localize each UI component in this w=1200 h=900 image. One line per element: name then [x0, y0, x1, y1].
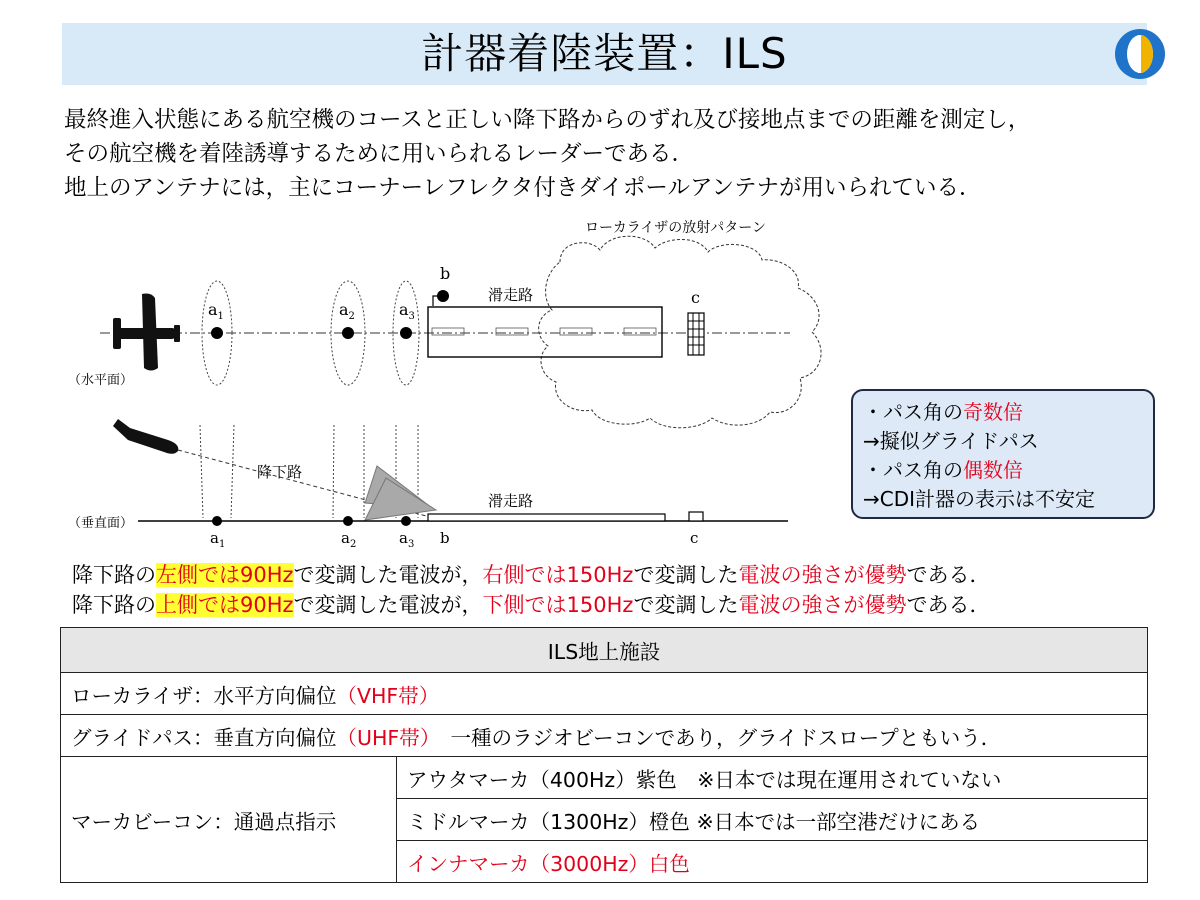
- runway-side: [428, 514, 665, 521]
- table-header: ILS地上施設: [61, 628, 1148, 673]
- ils-diagram: [0, 210, 850, 550]
- table-row: [61, 757, 1148, 799]
- table-row: [61, 628, 1148, 673]
- intro-line: 地上のアンテナには，主にコーナーレフレクタ付きダイポールアンテナが用いられている．: [64, 175, 982, 201]
- marker-dot-a2: [342, 327, 354, 339]
- callout-line: →擬似グライドパス: [863, 429, 1039, 453]
- callout-box: [851, 389, 1155, 519]
- callout-line: ・パス角の奇数倍: [863, 400, 1023, 424]
- glide-path-label: 降下路: [257, 463, 303, 481]
- horizontal-plane-label: （水平面）: [68, 373, 134, 388]
- runway-label-top: 滑走路: [488, 286, 534, 304]
- localizer-pattern: [539, 236, 821, 428]
- modulation-line: 降下路の左側では90Hzで変調した電波が，右側では150Hzで変調した電波の強さが優勢である．: [72, 563, 991, 587]
- localizer-antenna: [688, 313, 704, 355]
- table-cell-outer-marker: アウタマーカ（400Hz）紫色 ※日本では現在運用されていない: [397, 757, 1148, 799]
- callout-line: ・パス角の偶数倍: [863, 458, 1023, 482]
- ils-facilities-table: [60, 627, 1148, 883]
- modulation-line: 降下路の上側では90Hzで変調した電波が，下側では150Hzで変調した電波の強さが優勢である．: [72, 593, 991, 617]
- modulation-text: [72, 560, 1172, 620]
- pattern-label: ローカライザの放射パターン: [585, 220, 767, 236]
- table-cell-middle-marker: ミドルマーカ（1300Hz）橙色 ※日本では一部空港だけにある: [397, 799, 1148, 841]
- glidepath-antenna-dot: [437, 290, 449, 302]
- logo-icon: [1113, 27, 1167, 81]
- page-title: 計器着陸装置：ILS: [421, 29, 788, 78]
- marker-b-label: b: [440, 264, 451, 283]
- marker-c-label: c: [690, 529, 699, 547]
- runway-label-side: 滑走路: [488, 492, 534, 510]
- table-cell-localizer: ローカライザ：水平方向偏位（VHF帯）: [61, 673, 1148, 715]
- vertical-plane-label: （垂直面）: [68, 516, 134, 531]
- airplane-top-icon: [113, 294, 180, 371]
- marker-label: $a_2$: [339, 300, 355, 322]
- marker-dot-a1: [211, 327, 223, 339]
- marker-c-label: c: [691, 288, 700, 307]
- callout-line: →CDI計器の表示は不安定: [863, 487, 1096, 511]
- intro-line: 最終進入状態にある航空機のコースと正しい降下路からのずれ及び接地点までの距離を測定し，: [64, 107, 1031, 133]
- title-bar: [62, 23, 1147, 85]
- airplane-side-icon: [113, 419, 178, 454]
- intro-line: その航空機を着陸誘導するために用いられるレーダーである．: [64, 141, 695, 167]
- table-cell-marker-beacon: マーカビーコン：通過点指示: [61, 757, 397, 883]
- intro-text: [64, 103, 1174, 205]
- table-row: [61, 715, 1148, 757]
- marker-label: $a_1$: [208, 300, 224, 322]
- table-cell-glidepath: グライドパス：垂直方向偏位（UHF帯） 一種のラジオビーコンであり，グライドスロープともいう．: [61, 715, 1148, 757]
- marker-dot-a3: [400, 327, 412, 339]
- table-cell-inner-marker: インナマーカ（3000Hz）白色: [397, 841, 1148, 883]
- marker-label: $a_2$: [341, 529, 357, 550]
- marker-label: $a_3$: [399, 529, 415, 550]
- marker-label: $a_3$: [399, 300, 415, 322]
- marker-label: $a_1$: [210, 529, 226, 550]
- localizer-antenna-side: [689, 512, 703, 521]
- marker-b-label: b: [440, 529, 450, 547]
- table-row: [61, 673, 1148, 715]
